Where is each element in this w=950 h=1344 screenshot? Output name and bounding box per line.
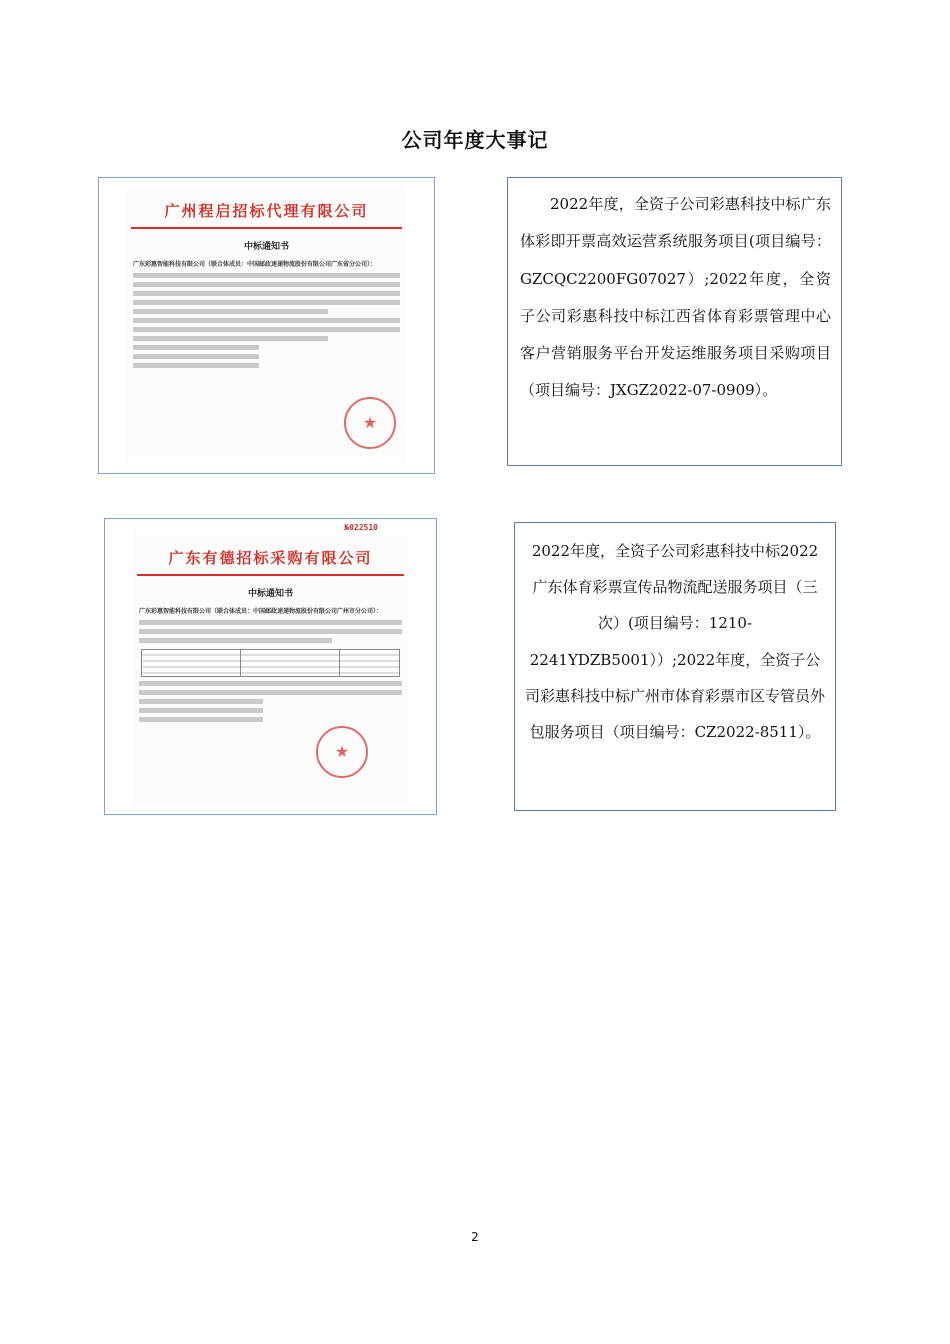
notice-text-line — [139, 620, 402, 625]
notice-text-line — [139, 690, 402, 695]
event-box-1 — [507, 177, 842, 466]
notice-text-line — [133, 336, 328, 341]
notice-serial-number: №022510 — [344, 523, 378, 532]
red-divider — [131, 227, 402, 229]
notice-document — [133, 523, 408, 804]
notice-heading: 中标通知书 — [243, 242, 289, 252]
red-divider — [137, 574, 404, 576]
page-number: 2 — [471, 1230, 479, 1244]
notice-text-line — [133, 300, 400, 305]
award-notice-image-2 — [104, 518, 437, 815]
notice-addressee: 广东彩惠智能科技有限公司（联合体成员：中国邮政速递物流股份有限公司广东省分公司）： — [133, 261, 377, 268]
notice-text-line — [133, 354, 259, 359]
notice-company-name: 广州程启招标代理有限公司 — [164, 202, 369, 220]
notice-text-line — [139, 717, 263, 722]
notice-text-line — [139, 638, 332, 643]
event-box-2 — [514, 522, 836, 811]
event-text: 2022年度，全资子公司彩惠科技中标2022广东体育彩票宣传品物流配送服务项目（三次）(项目编号：1210-2241YDZB5001））;2022年度，全资子公司彩惠科技中标广州市体育彩票市区专管员外包服务项目（项目编号：CZ2022-8511）。 — [525, 542, 826, 742]
notice-text-line — [139, 699, 263, 704]
notice-text-line — [133, 318, 400, 323]
notice-text-line — [133, 282, 400, 287]
notice-text-line — [133, 291, 400, 296]
notice-text-line — [133, 363, 259, 368]
award-notice-image-1 — [98, 177, 435, 474]
event-text: 2022年度，全资子公司彩惠科技中标广东体彩即开票高效运营系统服务项目(项目编号：GZCQC2200FG07027）;2022年度，全资子公司彩惠科技中标江西省体育彩票管理中心客户营销服务平台开发运维服务项目采购项目（项目编号：JXGZ2022-07-0909）。 — [520, 195, 831, 400]
notice-table — [141, 649, 400, 677]
page-title: 公司年度大事记 — [401, 128, 549, 152]
notice-document — [127, 188, 406, 463]
red-seal-icon: ★ — [316, 726, 368, 778]
notice-addressee: 广东彩惠智能科技有限公司（联合体成员：中国邮政速递物流股份有限公司广州市分公司）： — [139, 608, 383, 615]
notice-text-line — [133, 273, 400, 278]
notice-text-line — [139, 629, 402, 634]
red-seal-icon: ★ — [344, 397, 396, 449]
notice-text-line — [133, 345, 259, 350]
notice-text-line — [139, 708, 263, 713]
notice-heading: 中标通知书 — [247, 589, 293, 599]
notice-text-line — [133, 309, 328, 314]
notice-text-line — [139, 681, 402, 686]
notice-text-line — [133, 327, 400, 332]
notice-company-name: 广东有德招标采购有限公司 — [168, 549, 373, 567]
